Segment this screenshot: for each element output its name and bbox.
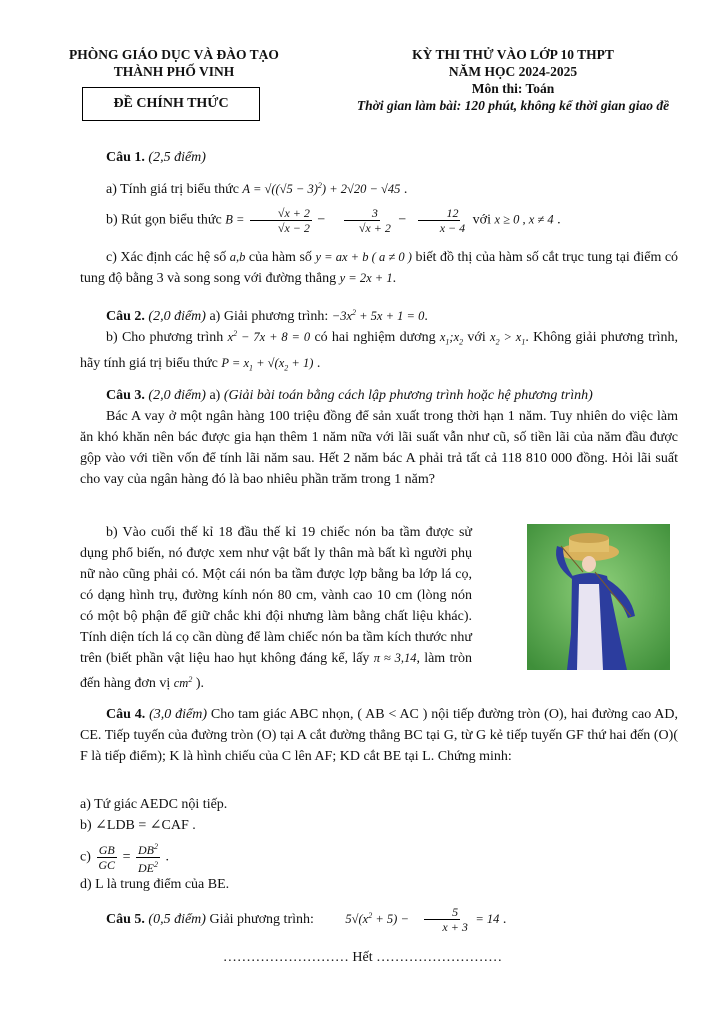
q1-b: b) Rút gọn biểu thức B = $\frac{√x + 2}{√x - 2}$ − $\frac{3}{√x + 2}$ − $\frac{12}{x - 4}$ với x ≥ 0 , x ≠ 4 . <box>106 206 561 235</box>
q3-b-text: b) Vào cuối thế kỉ 18 đầu thế kỉ 19 chiếc nón ba tầm được sử dụng phổ biến, nó được xem như vật bất ly thân mà bất kì người phụ nữ nào cũng phải có. Một cái nón ba tầm được lợp bằng ba lớp lá cọ, có dạng hình trụ, đường kính nón 80 cm, vành cao 10 cm (lòng nón có một bộ phận để giữ chắc khi đội nhưng làm bằng chất liệu khác). Tính diện tích lá cọ cần dùng để làm chiếc nón ba tầm kích thước như trên (biết phần vật liệu hao hụt không đáng kể, lấy π ≈ 3,14, làm tròn đến hàng đơn vị $cm^2$ ). <box>80 525 473 692</box>
photo-illustration <box>527 524 670 670</box>
q4-text: Câu 4. (3,0 điểm) Cho tam giác ABC nhọn, ( AB < AC ) nội tiếp đường tròn (O), hai đường cao AD, CE. Tiếp tuyến của đường tròn (O) tại A cắt đường thẳng BC tại G, từ G kẻ tiếp tuyến GF thứ hai đến (O)( F là tiếp điểm); K là hình chiếu của C lên AF; KD cắt BE tại L. Chứng minh: <box>80 707 679 764</box>
q4-c: c) $\frac{GB}{GC}$ = $\frac{DB^2}{DE^2}$ . <box>80 842 169 875</box>
q1-heading: Câu 1. (2,5 điểm) <box>106 150 206 165</box>
exam-header: KỲ THI THỬ VÀO LỚP 10 THPT NĂM HỌC 2024-2025 Môn thi: Toán Thời gian làm bài: 120 phút, không kể thời gian giao đề <box>356 47 670 113</box>
q4-d: d) L là trung điểm của BE. <box>80 877 230 892</box>
q4-a: a) Tứ giác AEDC nội tiếp. <box>80 797 228 812</box>
q1-c: c) Xác định các hệ số a,b của hàm số y = ax + b ( a ≠ 0 ) biết đồ thị của hàm số cắt trục tung tại điểm có tung độ bằng 3 và song song với đường thẳng y = 2x + 1. <box>80 250 679 286</box>
q3-heading: Câu 3. (2,0 điểm) a) (Giải bài toán bằng cách lập phương trình hoặc hệ phương trình) <box>106 388 593 403</box>
q3-a-text: Bác A vay ở một ngân hàng 100 triệu đồng để sản xuất trong thời hạn 1 năm. Tuy nhiên do việc làm ăn khó khăn nên bác được gia hạn thêm 1 năm nữa với lãi suất vẫn như cũ, số tiền lãi của năm đầu được gộp vào với tiền vốn để tính lãi năm sau. Hết 2 năm bác A phải trả tất cả 118 810 000 đồng. Hỏi lãi suất cho vay của ngân hàng đó là bao nhiêu phần trăm trong 1 năm? <box>80 409 678 487</box>
end-marker: ……………………… Hết ……………………… <box>222 950 503 965</box>
q5: Câu 5. (0,5 điểm) Giải phương trình: $5√(x^2 + 5)$ − $\frac{5}{x + 3}$ = 14 . <box>106 905 507 935</box>
department-name: PHÒNG GIÁO DỤC VÀ ĐÀO TẠO THÀNH PHỐ VINH <box>69 47 279 79</box>
official-stamp: ĐỀ CHÍNH THỨC <box>82 87 260 121</box>
q2-a: Câu 2. (2,0 điểm) a) Giải phương trình: $-3x^2 + 5x + 1 = 0$. <box>106 308 428 325</box>
q4-b: b) ∠LDB = ∠CAF . <box>80 818 196 833</box>
q1-a: a) Tính giá trị biểu thức $A = √((√5 - 3)^2) + 2√20 - √45$ . <box>106 181 408 198</box>
woman-with-non-ba-tam-photo <box>527 524 670 670</box>
q2-b: b) Cho phương trình $x^2 - 7x + 8 = 0$ có hai nghiệm dương $x_1;x_2$ với $x_2 > x_1$. Không giải phương trình, hãy tính giá trị biểu thức $P = x_1 + √(x_2 + 1)$ . <box>80 329 679 373</box>
